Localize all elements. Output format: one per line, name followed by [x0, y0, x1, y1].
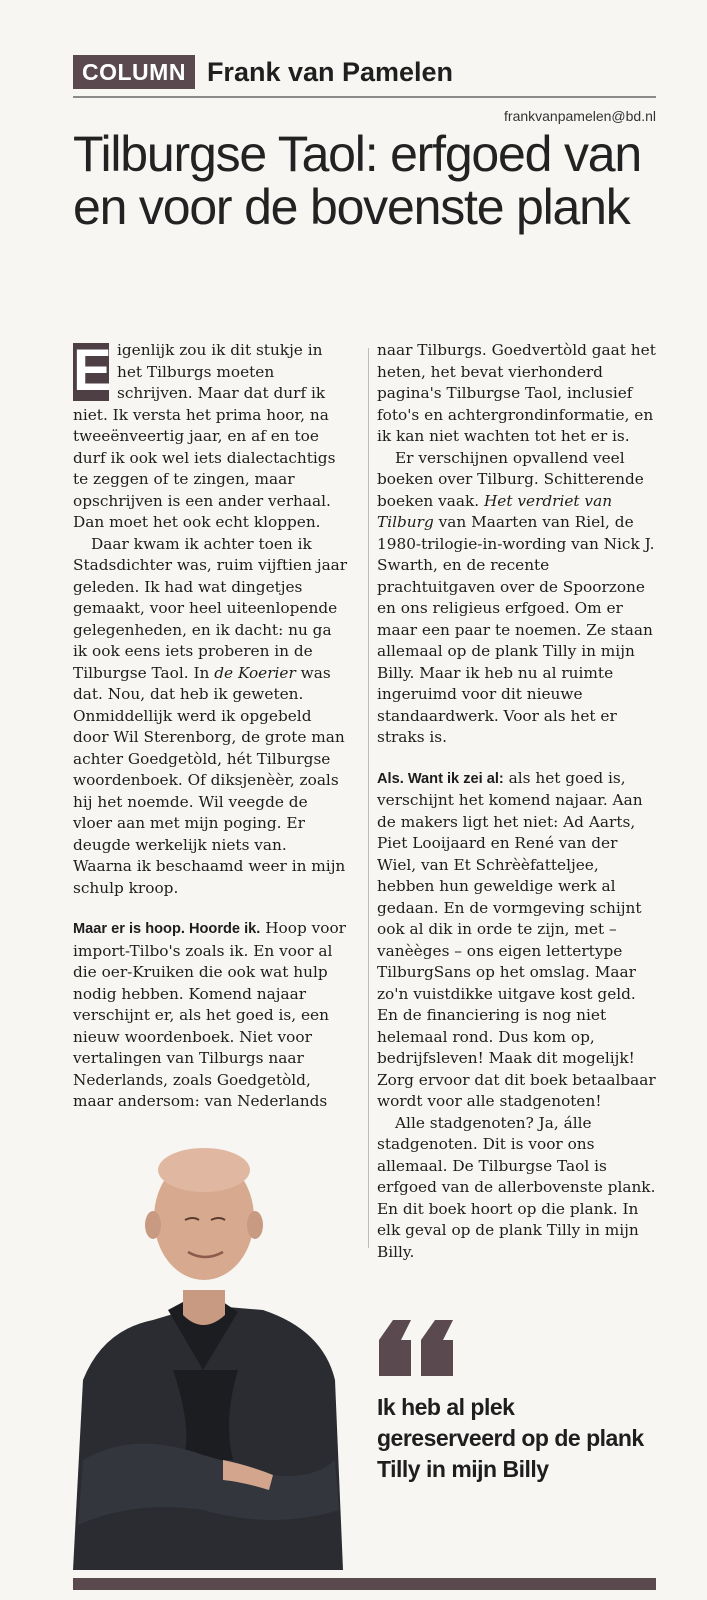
left-column	[73, 340, 349, 1113]
paragraph-3-text: Hoop voor import-Tilbo's zoals ik. En voor al die oer-Kruiken die ook wat hulp nodig hebben. Komend najaar verschijnt er, als het goed is, een nieuw woordenboek. Niet voor vertalingen van Tilburgs naar Nederlands, zoals Goedgetòld, maar andersom: van Nederlands	[73, 919, 346, 1110]
paragraph-2-text-a: Daar kwam ik achter toen ik Stadsdichter was, ruim vijftien jaar geleden. Ik had wat dingetjes gemaakt, voor heel uiteenlopende gelegenheden, en ik dacht: nu ga ik ook eens iets proberen in de Tilburgse Taol. In	[73, 534, 348, 682]
pull-quote: Ik heb al plek gereserveerd op de plank Tilly in mijn Billy	[377, 1394, 644, 1482]
paragraph-1	[73, 340, 349, 534]
column-label: COLUMN	[73, 55, 195, 89]
paragraph-6	[377, 768, 659, 1113]
paragraph-2	[73, 534, 349, 900]
bottom-bar	[73, 1578, 656, 1590]
headline: Tilburgse Taol: erfgoed van en voor de bovenste plank	[73, 126, 641, 235]
paragraph-4: naar Tilburgs. Goedvertòld gaat het heten, het bevat vierhonderd pagina's Tilburgse Taol, inclusief foto's en achtergrondinformatie, en ik kan niet wachten tot het er is.	[377, 341, 656, 445]
lead-in: Als. Want ik zei al:	[377, 770, 504, 787]
paragraph-7: Alle stadgenoten? Ja, álle stadgenoten. Dit is voor ons allemaal. De Tilburgse Taol is erfgoed van de allerbovenste plank. En dit boek hoort op die plank. In elk geval op de plank Tilly in mijn Billy.	[377, 1113, 656, 1261]
right-column	[377, 340, 659, 1263]
header-rule	[73, 96, 656, 98]
author-email[interactable]: frankvanpamelen@bd.nl	[504, 108, 656, 124]
drop-cap: E	[73, 338, 112, 403]
paragraph-2-emphasis: de Koerier	[214, 663, 296, 682]
column-header	[73, 52, 453, 92]
paragraph-6-text: als het goed is, verschijnt het komend najaar. Aan de makers ligt het niet: Ad Aarts, Piet Looijaard en René van der Wiel, van Et Schrèèfatteljee, hebben hun geweldige werk al gedaan. En de vormgeving schijnt ook al dik in orde te zijn, met – vanèèges – ons eigen lettertype TilburgSans op het omslag. Maar zo'n vuistdikke uitgave kost geld. En de financiering is nog niet helemaal rond. Dus kom op, bedrijfsleven! Maak dit mogelijk! Zorg ervoor dat dit boek betaalbaar wordt voor alle stadgenoten!	[377, 768, 656, 1110]
author-name: Frank van Pamelen	[206, 56, 454, 87]
paragraph-3	[73, 918, 349, 1113]
paragraph-5-text-b: van Maarten van Riel, de 1980-trilogie-in-wording van Nick J. Swarth, en de recente prachtuitgaven over de Spoorzone en ons religieus erfgoed. Om er maar een paar te noemen. Ze staan allemaal op de plank Tilly in mijn Billy. Maar ik heb nu al ruimte ingeruimd voor dit nieuwe standaardwerk. Voor als het er straks is.	[377, 513, 655, 746]
lead-in: Maar er is hoop. Hoorde ik.	[73, 921, 261, 937]
paragraph-5-text-a: Er verschijnen opvallend veel boeken over Tilburg. Schitterende boeken vaak.	[377, 448, 644, 510]
paragraph-2-text-b: was dat. Nou, dat heb ik geweten. Onmiddellijk werd ik opgebeld door Wil Sterenborg, de grote man achter Goedgetòld, hét Tilburgse woordenboek. Of diksjenèèr, zoals hij het noemde. Wil veegde de vloer aan met mijn poging. Er deugde werkelijk niets van. Waarna ik beschaamd weer in mijn schulp kroop.	[73, 663, 346, 897]
column-divider	[368, 348, 369, 1248]
paragraph-5-emphasis: Het verdriet van Tilburg	[377, 491, 613, 531]
paragraph-1-text: igenlijk zou ik dit stukje in het Tilburgs moeten schrijven. Maar dat durf ik niet. Ik versta het prima hoor, na tweeënveertig jaar, en af en toe durf ik ook wel iets dialectachtigs te zeggen of te zingen, maar opschrijven is een ander verhaal. Dan moet het ook echt kloppen.	[73, 341, 336, 531]
paragraph-5	[377, 448, 659, 749]
quote-mark-icon	[377, 1318, 457, 1378]
author-photo	[73, 1130, 343, 1570]
